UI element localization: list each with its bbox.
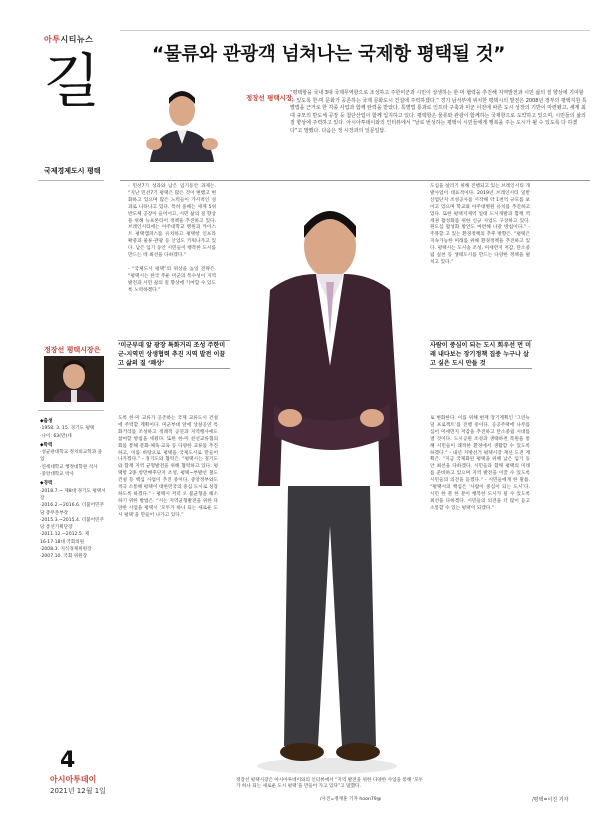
photo-credit: /사진=정재훈 기자 hoon79@ xyxy=(320,797,382,802)
byline: /평택=이진 기자 xyxy=(532,797,569,803)
intro-name: 정장선 평택시장 xyxy=(246,94,293,102)
profile-line: ·2015.3.~2015.4. 더불어민주당 총선기획단장 xyxy=(40,517,105,531)
profile-heading: ◆출생 xyxy=(40,419,53,424)
divider xyxy=(38,180,104,181)
brand-logo xyxy=(44,34,93,45)
profile-line: ·연세대학교 행정대학원 석사 xyxy=(40,464,98,470)
article-column-1b: 도록 한·미 교류가 공존하는 국제 교류도시 건설에 주력할 계획이다. 미군부대 앞에 상설공연 특화거리를 조성하고 정례적 공연과 지역행사에도 참여할 방침을 세웠다. 또한 한·미 친선교류협의회를 통해 문화·체육·교육 등 다양한 교류를 추진하고, 이를 바탕으로 평택을 국제도시로 만들어 나가겠다.” - 경기도와 협력은. “평택시는 경기도와 함께 지역 균형발전을 위해 협력하고 있다. 평택항 2종 항만배후단지 조성, 평택~부발선 철도 건설 등 핵심 사업이 추진 중이다. 중앙정부와도 적극 소통해 평택이 대한민국의 중심 도시로 성장하도록 하겠다.” - 평택시 저녁 오 불균형을 해소하기 위한 방법은. “시는 지역균형발전을 위한 다양한 사업을 평택시 ‘모두가 하나 되는 새로운 도시 평택’을 만들어 나가고 있다.” xyxy=(118,416,218,518)
top-rule xyxy=(120,30,590,31)
profile-box xyxy=(40,416,106,561)
profile-line: ·2007.10. 국회 위원장 xyxy=(40,554,88,560)
page-title: “물류와 관광객 넘쳐나는 국제항 평택될 것” xyxy=(152,44,506,65)
page-number: 4 xyxy=(60,748,76,773)
mayor-thumbnail-art xyxy=(44,356,104,402)
article-column-1a xyxy=(128,184,216,295)
section-glyph: 길 xyxy=(44,47,101,115)
profile-line: ·1958. 3. 15. 경기도 평택 xyxy=(40,426,95,432)
divider xyxy=(120,180,590,181)
profile-line: ·2018.7.~ 제8대 경기도 평택시장 xyxy=(40,488,106,501)
mayor-thumbnail xyxy=(44,356,104,402)
brand-suffix: 시티뉴스 xyxy=(60,35,94,44)
profile-heading: ◆학력 xyxy=(40,442,53,448)
divider xyxy=(38,410,104,411)
profile-line: ·성균관대학교 정치외교학과 졸업 xyxy=(40,450,103,463)
profile-line: ·2016.2.~2016.6. 더불어민주당 총무본부장 xyxy=(40,503,105,516)
profile-line: ·2011.12.~2012.5. 제16·17·18대 국회의원 xyxy=(40,532,90,545)
pull-quote-2 xyxy=(430,340,532,369)
quote-rule xyxy=(118,368,230,369)
article-text: - 민선7기 성과와 남은 임기동안 과제는. “지난 민선7기 평택은 많은 것이 변했고 변화하고 있으며 많은 노력들이 가시적인 성과로 나타나고 있다. 특히 올해는 세계 5위 반도체 공장이 들어서고, 시민 삶의 질 향상을 위해 뉴프론티어 정책을 추진하고 있다. 브레인시티에는 아주대학교 병원과 카이스트 평택캠퍼스를 유치하고 평택항 인프라 확충과 물류·관광 등 산업도 키워나가고 있다. 남은 임기 동안 시민들이 행복한 도시를 만드는 데 최선을 다하겠다.” xyxy=(128,184,216,259)
profile-line: ·중앙대학교 박사 xyxy=(40,472,74,478)
profile-heading: ◆경력 xyxy=(40,481,53,487)
article-text: - “국제도시 평택”의 위상을 높일 전략은. “평택시는 한국 주둔 미군의 특수성이 지역발전과 시민 삶의 질 향상에 기여할 수 있도록 노력하겠다.” xyxy=(128,266,216,293)
full-photo-art xyxy=(230,186,424,776)
photo-caption: 정장선 평택시장은 아시아투데이와의 인터뷰에서 “지역 발전을 위한 다양한 사업을 통해 ‘모두가 하나 되는 새로운 도시 평택’을 만들어 가고 있다”고 말했다. xyxy=(236,778,424,790)
section-title: 국제경제도시 평택 xyxy=(44,167,101,175)
pull-quote-1 xyxy=(118,340,230,369)
mayor-label: 정장선 평택시장은 xyxy=(44,346,101,354)
brand-prefix: 아투 xyxy=(44,35,61,44)
portrait-art xyxy=(140,84,224,162)
profile-line: ·나이: 63(만)세 xyxy=(40,433,72,439)
article-column-3b: 로 변화한다. 이를 위해 현재 장기계획인 ‘그린뉴딜 프로젝트’를 진행 중이다. 공공주택에 나무를 심어 미세먼지 저감을 추진하고 탄소중립 시대를 열 것이다. 도시공원 조성과 생태하천 복원을 통해 시민들이 쾌적한 환경에서 생활할 수 있도록 하겠다.” - 내년 지방선거 평택시장 재선 도전 계획은. “지금 국제화된 평택을 위해 남은 임기 동안 최선을 다하겠다. 시민들과 함께 평택의 미래를 준비하고 있으며 지역 발전을 이끌 수 있도록 시민들의 의견을 듣겠다.” - 시민들에게 한 말씀. “평택시의 핵심은 ‘사람이 중심이 되는 도시’다. 시민 한 분 한 분이 행복한 도시가 될 수 있도록 최선을 다하겠다. 시민들의 의견을 더 많이 듣고 소통할 수 있는 평택이 되겠다.” xyxy=(430,416,530,511)
publication-date: 2021년 12월 1일 xyxy=(50,787,106,795)
paper-name: 아시아투데이 xyxy=(50,775,97,784)
article-column-3a: 도심을 살리기 위해 진행되고 있는 브레인시티 개발사업이 대표적이다. 2019년 브레인시티 일반산업단지 조성공사를 시작해 약 1천억 규모를 보이고 있으며 학교와 아주대병원 유치를 추진하고 있다. 또한 평택지제역 일대 도시개발과 함께 역세권 활성화를 위한 신규 사업도 구상하고 있다. 원도심 활성화 방안도 마련해 나갈 방침이다.” - 주목할 고 있는 환경정책의 추후 방향은. “평택은 지속가능한 미래를 위해 환경정책을 추진하고 있다. 평택시는 도시숲 조성, 미세먼지 저감, 탄소중립 실천 등 생태도시를 만드는 다양한 정책을 펼치고 있다.” xyxy=(430,184,530,265)
pull-quote-text: 사람이 중심이 되는 도시 회우선 먼 미래 내다보는 장기정책 집중 누구나 살고 싶은 도시 만들 것 xyxy=(430,342,532,367)
mayor-portrait-small xyxy=(140,84,224,162)
profile-line: ·2008.3. 지식경제위원장 xyxy=(40,547,92,553)
quote-rule xyxy=(430,368,532,369)
mayor-full-photo xyxy=(230,186,424,776)
intro-paragraph: “평택항을 국내 3대 국제무역항으로 조성하고 주한미군과 시민이 상생하는 한·미 협력을 추진해 지역발전과 시민 삶의 질 향상에 기여할 수 있도록 한·미 문화가 공존하는 국제 문화도시 건설에 주력하겠다.” 경기 남서부에 위치한 평택시의 발전은 2008년 정부의 평택지원 특별법을 근거로 한 각종 사업과 함께 탄력을 받았다. 특별법 통과로 인프라 구축과 미군 이전에 따른 도시 성장의 기반이 마련됐고, 세계 최대 규모의 반도체 공장 등 첨단산업이 함께 입지하고 있다. 평택항은 물류와 관광이 함께하는 국제항으로 도약하고 있으며, 시민들의 삶의 질 향상에 주력하고 있다. 아시아투데이와의 인터뷰에서 “날로 번성하는 평택이 시민들에게 행복을 주는 도시가 될 수 있도록 다 하겠다”고 말했다. 다음은 정 시장과의 일문일답. xyxy=(290,90,587,134)
pull-quote-text: ‘미군부대 앞 광장 특화거리 조성 주한미군-지역민 상생협력 추진 지역 발전 이끌고 삶의 질 ‘쾌상’ xyxy=(118,342,226,367)
